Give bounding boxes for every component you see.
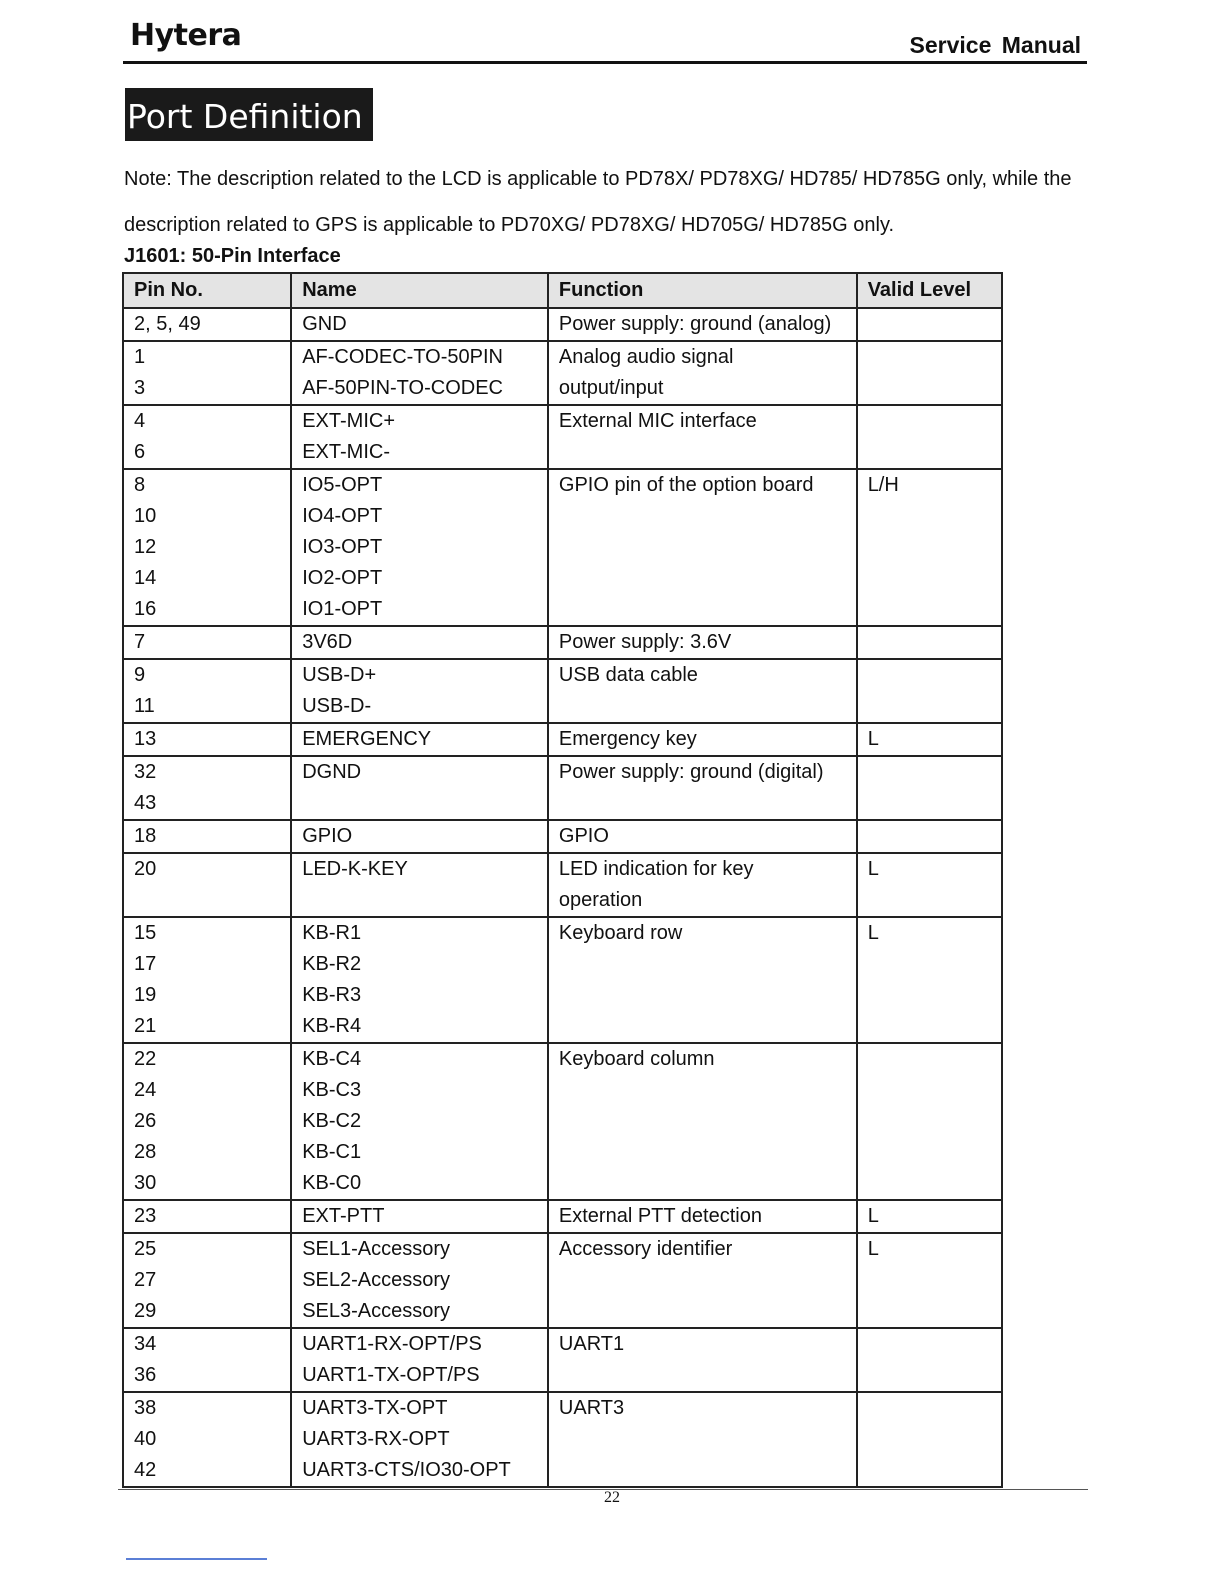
- cell-name-line: EXT-MIC+: [302, 410, 396, 432]
- cell-valid-level: [857, 820, 1002, 853]
- table-body: [123, 308, 1002, 1487]
- cell-name-line: KB-R1: [302, 922, 362, 944]
- cell-valid-level: [857, 723, 1002, 756]
- cell-name-line: USB-D+: [302, 664, 377, 686]
- cell-pin-no: [123, 853, 291, 917]
- cell-function-line: LED indication for key: [558, 858, 754, 880]
- cell-pin-no-line: 10: [134, 505, 157, 527]
- table-row: [123, 1043, 1002, 1200]
- cell-name: [291, 820, 548, 853]
- cell-valid-level: [857, 659, 1002, 723]
- cell-name-line: KB-C3: [302, 1079, 362, 1101]
- cell-valid-level: [857, 626, 1002, 659]
- cell-pin-no-line: 42: [134, 1459, 157, 1481]
- table-row: [123, 1233, 1002, 1328]
- cell-name-line: EXT-PTT: [302, 1205, 385, 1227]
- brand-logo-text: Hytera: [130, 18, 242, 53]
- cell-name: [291, 1200, 548, 1233]
- cell-pin-no: [123, 469, 291, 626]
- cell-name-line: IO3-OPT: [302, 536, 383, 558]
- cell-valid-level: [857, 1043, 1002, 1200]
- cell-function: [548, 1328, 857, 1392]
- cell-name-line: UART3-RX-OPT: [302, 1428, 450, 1450]
- cell-name-line: AF-50PIN-TO-CODEC: [302, 377, 503, 399]
- cell-name-line: SEL2-Accessory: [302, 1269, 451, 1291]
- cell-valid-level-line: L: [867, 922, 879, 944]
- cell-name-line: IO1-OPT: [302, 598, 383, 620]
- cell-function-line: Analog audio signal: [558, 346, 734, 368]
- cell-function-line: USB data cable: [558, 664, 698, 686]
- cell-pin-no: [123, 756, 291, 820]
- cell-name-line: GND: [302, 313, 347, 335]
- table-row: [123, 723, 1002, 756]
- cell-pin-no: [123, 723, 291, 756]
- cell-valid-level-line: L: [867, 728, 879, 750]
- cell-valid-level-line: L/H: [867, 474, 899, 496]
- cell-pin-no-line: 28: [134, 1141, 157, 1163]
- cell-function: [548, 723, 857, 756]
- cell-pin-no-line: 3: [134, 377, 146, 399]
- cell-pin-no-line: 16: [134, 598, 157, 620]
- cell-pin-no-line: 19: [134, 984, 157, 1006]
- cell-function: [548, 756, 857, 820]
- cell-pin-no-line: 20: [134, 858, 157, 880]
- cell-name-line: SEL1-Accessory: [302, 1238, 451, 1260]
- cell-function: [548, 659, 857, 723]
- table-row: [123, 756, 1002, 820]
- cell-function-line: UART3: [558, 1397, 625, 1419]
- table-row: [123, 853, 1002, 917]
- cell-function-line: Emergency key: [558, 728, 697, 750]
- cell-pin-no-line: 7: [134, 631, 146, 653]
- cell-pin-no-line: 23: [134, 1205, 157, 1227]
- cell-pin-no-line: 9: [134, 664, 146, 686]
- cell-function-line: External MIC interface: [558, 410, 757, 432]
- cell-valid-level-line: L: [867, 858, 879, 880]
- column-header-valid-level: Valid Level: [857, 273, 1002, 308]
- cell-name: [291, 1392, 548, 1487]
- cell-valid-level-line: L: [867, 1205, 879, 1227]
- cell-pin-no: [123, 341, 291, 405]
- cell-function: [548, 405, 857, 469]
- table-row: [123, 917, 1002, 1043]
- applicability-note: Note: The description related to the LCD is applicable to PD78X/ PD78XG/ HD785/ HD785G only, while the description related to GPS is applicable to PD70XG/ PD78XG/ HD705G/ HD785G only.: [124, 168, 1072, 236]
- cell-pin-no-line: 12: [134, 536, 157, 558]
- cell-pin-no: [123, 820, 291, 853]
- cell-pin-no-line: 15: [134, 922, 157, 944]
- cell-valid-level: [857, 853, 1002, 917]
- cell-pin-no-line: 2, 5, 49: [134, 313, 201, 335]
- cell-name-line: KB-C4: [302, 1048, 362, 1070]
- cell-pin-no-line: 1: [134, 346, 146, 368]
- cell-function-line: GPIO: [558, 825, 609, 847]
- document-title: Service Manual: [909, 32, 1081, 58]
- cell-name-line: UART1-TX-OPT/PS: [302, 1364, 480, 1386]
- cell-name-line: GPIO: [302, 825, 353, 847]
- cell-function-line: Power supply: 3.6V: [558, 631, 732, 653]
- cell-function-line: Power supply: ground (digital): [558, 761, 824, 783]
- cell-pin-no: [123, 405, 291, 469]
- cell-pin-no: [123, 308, 291, 341]
- column-header-name: Name: [291, 273, 548, 308]
- cell-pin-no: [123, 1392, 291, 1487]
- cell-pin-no: [123, 659, 291, 723]
- cell-name: [291, 341, 548, 405]
- section-heading: Port Definition: [125, 88, 373, 141]
- cell-pin-no: [123, 1233, 291, 1328]
- cell-pin-no-line: 24: [134, 1079, 157, 1101]
- cell-name-line: UART3-CTS/IO30-OPT: [302, 1459, 511, 1481]
- cell-name-line: EMERGENCY: [302, 728, 432, 750]
- cell-pin-no-line: 11: [134, 695, 155, 717]
- cell-pin-no-line: 21: [134, 1015, 157, 1037]
- cell-pin-no: [123, 626, 291, 659]
- cell-name: [291, 723, 548, 756]
- cell-name: [291, 405, 548, 469]
- table-row: [123, 659, 1002, 723]
- cell-function: [548, 469, 857, 626]
- cell-pin-no-line: 18: [134, 825, 157, 847]
- cell-pin-no-line: 30: [134, 1172, 157, 1194]
- cell-valid-level: [857, 756, 1002, 820]
- cell-name-line: EXT-MIC-: [302, 441, 390, 463]
- cell-name-line: SEL3-Accessory: [302, 1300, 451, 1322]
- cell-name-line: AF-CODEC-TO-50PIN: [302, 346, 503, 368]
- table-row: [123, 1200, 1002, 1233]
- cell-valid-level: [857, 469, 1002, 626]
- table-header-row: [123, 273, 1002, 308]
- cell-name-line: KB-C2: [302, 1110, 362, 1132]
- cell-pin-no-line: 29: [134, 1300, 157, 1322]
- cell-pin-no: [123, 1043, 291, 1200]
- table-row: [123, 341, 1002, 405]
- cell-pin-no-line: 4: [134, 410, 146, 432]
- column-header-function: Function: [548, 273, 857, 308]
- cell-function: [548, 1392, 857, 1487]
- cell-name: [291, 917, 548, 1043]
- cell-pin-no-line: 27: [134, 1269, 157, 1291]
- cell-name: [291, 659, 548, 723]
- cell-name: [291, 756, 548, 820]
- cell-pin-no-line: 25: [134, 1238, 157, 1260]
- cell-function-line: UART1: [558, 1333, 625, 1355]
- cell-valid-level: [857, 917, 1002, 1043]
- cell-name-line: KB-R2: [302, 953, 362, 975]
- cell-name-line: KB-C1: [302, 1141, 362, 1163]
- table-row: [123, 1392, 1002, 1487]
- cell-pin-no-line: 43: [134, 792, 157, 814]
- cell-function-line: Keyboard column: [558, 1048, 715, 1070]
- cell-name: [291, 1328, 548, 1392]
- cell-pin-no-line: 36: [134, 1364, 157, 1386]
- cell-function: [548, 626, 857, 659]
- cell-name-line: DGND: [302, 761, 362, 783]
- table-row: [123, 820, 1002, 853]
- cell-function-line: operation: [558, 889, 643, 911]
- cell-function: [548, 308, 857, 341]
- table-row: [123, 1328, 1002, 1392]
- cell-pin-no-line: 34: [134, 1333, 157, 1355]
- cell-name-line: KB-R4: [302, 1015, 362, 1037]
- cell-pin-no-line: 13: [134, 728, 157, 750]
- cell-name-line: UART3-TX-OPT: [302, 1397, 448, 1419]
- cell-name-line: KB-R3: [302, 984, 362, 1006]
- cell-name: [291, 626, 548, 659]
- cell-name-line: USB-D-: [302, 695, 372, 717]
- cell-valid-level: [857, 1233, 1002, 1328]
- cell-pin-no: [123, 1200, 291, 1233]
- cell-pin-no-line: 32: [134, 761, 157, 783]
- cell-function: [548, 1233, 857, 1328]
- cell-name-line: UART1-RX-OPT/PS: [302, 1333, 482, 1355]
- cell-pin-no-line: 6: [134, 441, 146, 463]
- cell-pin-no-line: 17: [134, 953, 157, 975]
- cell-pin-no-line: 40: [134, 1428, 157, 1450]
- cell-function-line: output/input: [558, 377, 664, 399]
- cell-valid-level: [857, 1328, 1002, 1392]
- cell-valid-level-line: L: [867, 1238, 879, 1260]
- cell-pin-no: [123, 917, 291, 1043]
- cell-pin-no-line: 38: [134, 1397, 157, 1419]
- cell-name-line: IO5-OPT: [302, 474, 383, 496]
- cell-name: [291, 469, 548, 626]
- table-row: [123, 308, 1002, 341]
- cell-name-line: IO4-OPT: [302, 505, 383, 527]
- cell-function-line: Accessory identifier: [558, 1238, 733, 1260]
- header-divider: [123, 61, 1087, 64]
- cell-valid-level: [857, 405, 1002, 469]
- cell-name-line: LED-K-KEY: [302, 858, 408, 880]
- bottom-corner-mark: [126, 1558, 267, 1560]
- cell-pin-no-line: 8: [134, 474, 146, 496]
- cell-function: [548, 341, 857, 405]
- cell-valid-level: [857, 341, 1002, 405]
- cell-function-line: External PTT detection: [558, 1205, 762, 1227]
- cell-pin-no: [123, 1328, 291, 1392]
- column-header-pin-no: Pin No.: [123, 273, 291, 308]
- cell-name-line: IO2-OPT: [302, 567, 383, 589]
- cell-function: [548, 820, 857, 853]
- cell-pin-no-line: 14: [134, 567, 157, 589]
- pin-definition-table: [122, 272, 1003, 1488]
- cell-name: [291, 308, 548, 341]
- cell-function: [548, 1043, 857, 1200]
- cell-function-line: Power supply: ground (analog): [558, 313, 832, 335]
- cell-function: [548, 853, 857, 917]
- cell-function: [548, 1200, 857, 1233]
- cell-pin-no-line: 26: [134, 1110, 157, 1132]
- table-caption: J1601: 50-Pin Interface: [124, 245, 341, 267]
- cell-function: [548, 917, 857, 1043]
- table-row: [123, 405, 1002, 469]
- cell-function-line: Keyboard row: [558, 922, 683, 944]
- cell-valid-level: [857, 1392, 1002, 1487]
- cell-name-line: 3V6D: [302, 631, 353, 653]
- cell-name-line: KB-C0: [302, 1172, 362, 1194]
- cell-valid-level: [857, 1200, 1002, 1233]
- cell-name: [291, 853, 548, 917]
- table-row: [123, 626, 1002, 659]
- cell-name: [291, 1233, 548, 1328]
- cell-valid-level: [857, 308, 1002, 341]
- table-row: [123, 469, 1002, 626]
- page-number: 22: [604, 1489, 620, 1506]
- cell-function-line: GPIO pin of the option board: [558, 474, 814, 496]
- cell-name: [291, 1043, 548, 1200]
- cell-pin-no-line: 22: [134, 1048, 157, 1070]
